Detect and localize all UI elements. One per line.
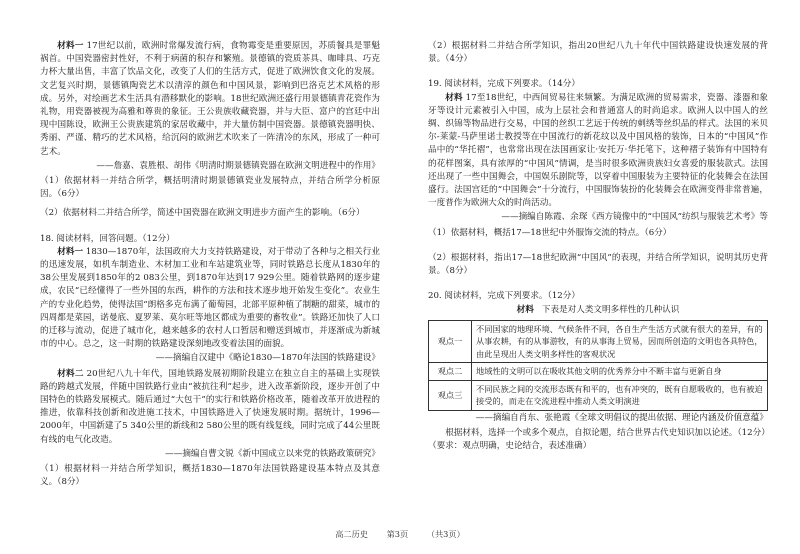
q18-material-two-citation: ——摘编自曹文锐《新中国成立以来党的铁路政策研究》 — [165, 448, 380, 459]
q18-part-1: （1）根据材料一并结合所学知识，概括1830—1870年法国铁路建设基本特点及其意义。（8分） — [40, 464, 380, 488]
right-column — [428, 40, 768, 453]
left-column — [40, 40, 380, 490]
q20-requirement: 根据材料，选择一个或多个观点，自拟论题，结合世界古代史知识加以论述。（12分） — [445, 427, 770, 438]
q18-material-one: 材料一 1830—1870年，法国政府大力支持铁路建设，对于带动了各种与之相关行业的迅速发展，如机车制造业、木材加工业和车站建筑业等，同时铁路总长度从1830年的38公里发展到1850年的2 083公里，到1870年达到17 929公里。随着铁路网的逐步建成，农民“已经懂得了一些外国的东西，耕作的方法和技术逐步地开始发生变化”。农业生产的专业化趋势，使得法国“朗格多克布满了葡萄园，北部平原种植了制糖的甜菜，城市的四周都是菜园，诺曼底、夏罗莱、莫尔旺等地区都成为重要的畜牧业”。铁路还加快了人口的迁移与流动，促进了城市化，越来越多的农村人口暂居和赠送到城市，并逐渐成为新城市的中心。总之，这一时期的铁路建设深刻地改变着法国的面貌。 — [40, 246, 380, 350]
q17-material-one-citation: ——詹嘉、袁胜根、胡伟《明清时期景德镇瓷器在欧洲文明进程中的作用》 — [96, 160, 380, 171]
page-footer — [0, 528, 800, 541]
view-label: 观点三 — [429, 380, 472, 410]
q20-citation: ——摘编自肖东、张艳霞《全球文明倡议的提出依据、理论内涵及价值意蕴》 — [475, 412, 768, 423]
table-row — [429, 320, 768, 363]
q20-note: （要求：观点明确，史论结合，表述准确） — [428, 441, 592, 452]
q18-material-two: 材料二 20世纪八九十年代，国地铁路发展初期阶段建立在独立自主的基础上实现铁路的跨越式发展，伴随中国铁路行业由“被抗往利”起步，进入改革新阶段，逐步开创了中国特色的铁路发展模式。随后通过“大包干”的实行和铁路价格改革，随着改革开放进程的推进，依靠科技创新和改进施工技术，中国铁路进入了快速发展时期。据统计，1996—2000年，中国新建了5 340公里的新线和2 580公里的既有线复线，同时完成了44公里既有线的电气化改造。 — [40, 368, 380, 445]
q17-part-1: （1）依据材料一并结合所学，概括明清时期景德镇瓷业发展特点，并结合所学分析原因。（6分） — [40, 176, 380, 200]
q18-part-2: （2）根据材料二并结合所学知识，指出20世纪八九十年代中国铁路建设快速发展的背景。（4分） — [428, 41, 768, 65]
footer-page: 第3页 — [386, 529, 409, 539]
view-text: 不同国家的地理环境、气候条件不同，各自生产生活方式就有很大的差异，有的从事农耕，有的从事游牧，有的从事海上贸易，因而所创造的文明也各具特色，由此呈现出人类文明多样性的客观状况 — [472, 320, 768, 363]
q20-title: 20. 阅读材料，完成下列要求。（12分） — [428, 291, 580, 302]
table-row — [429, 363, 768, 381]
footer-subject: 高二历史 — [335, 529, 368, 539]
q19-part-1: （1）依据材料，概括17—18世纪中外服饰交流的特点。（6分） — [428, 227, 672, 238]
table-row — [429, 380, 768, 410]
q19-part-2: （2）根据材料，指出17—18世纪欧洲“中国风”的表现，并结合所学知识，说明其历史背景。（8分） — [428, 252, 768, 277]
view-label: 观点二 — [429, 363, 472, 381]
q17-part-2: （2）依据材料二并结合所学，简述中国瓷器在欧洲文明进步方面产生的影响。（6分） — [40, 208, 365, 219]
q18-material-one-citation: ——摘编自汉建中《略论1830—1870年法国的铁路建设》 — [155, 353, 380, 364]
q19-material: 材料 17至18世纪，中西间贸易往来频繁。为满足欧洲的贸易需求，瓷器、漆器和象牙等设计元素被引入中国，成为上层社会和普通富人的时尚追求。欧洲人以中国人的丝绸、织锦等物品进行交易，中国的丝织工艺远于传统的刺绣等丝织品的样式。法国的米贝尔-莱蒙-马萨里诺士教授等在中国流行的新花纹以及中国风格的装饰，日本的“中国风”作品中的“华托褶”，也常常出现在法国画家让·安托万·华托笔下，这种褶子装饰有中国特有的花样图案，具有浓厚的“中国风”情调，是当时很多欧洲贵族妇女喜爱的服装款式。法国还出现了一些中国舞会，中国娱乐剧院等，以穿着中国服装为主要特征的化装舞会在法国盛行。法国宫廷的“中国舞会”十分流行，中国服饰装扮的化装舞会在欧洲变得非常普遍，一度普作为欧洲大众的时尚活动。 — [428, 92, 768, 209]
q18-title: 18. 阅读材料，回答问题。（12分） — [40, 233, 175, 244]
q17-material-one: 材料一 17世纪以前，欧洲时常爆发流行病，食物霉变是重要原因，苏质餐具是罪魁祸首。中国瓷器密封性好，不利于病菌的积存和繁殖。景德镇的瓷质茶具、咖啡具、巧克力杯大量出售，丰富了饮品文化，改变了人们的生活方式，促进了欧洲饮食文化的发展。文艺复兴时期，景德镇陶瓷艺术以清淳的颜色和中国风景，影响到巴洛克艺术风格的形成。另外，对绘画艺术生活具有潜移默化的影响。18世纪欧洲还盛行用景德镇青花瓷作为礼物，用瓷器被视为高雅和尊贵的象征。王公贵族收藏瓷器，并与大臣、富户的宫廷中出现中国陈设，欧洲王公贵族建筑的家居收藏中，并大量仿制中国瓷器。景德镇瓷器明快、秀丽、严谨、精巧的艺术风格，给沉闷的欧洲艺术吹来了一阵清冷的东风，形成了一种可艺术。 — [40, 41, 380, 157]
footer-total: （共3页） — [426, 529, 465, 539]
civilization-views-table — [428, 320, 768, 411]
view-text: 不同民族之间的交流形态既有和平的，也有冲突的，既有自愿吸收的，也有被迫接受的，而走在交流进程中推动人类文明演进 — [472, 380, 768, 410]
q19-title: 19. 阅读材料，完成下列要求。（14分） — [428, 79, 580, 90]
q19-material-citation: ——摘编自陈霞、余琛《西方镜像中的“中国风”纺织与服装艺术考》等 — [501, 212, 768, 223]
q20-table-title: 材料 下表是对人类文明多样性的几种认识 — [516, 305, 680, 316]
view-label: 观点一 — [429, 320, 472, 363]
view-text: 地域性的文明可以在吸收其他文明的优秀养分中不断丰富与更新自身 — [472, 363, 768, 381]
